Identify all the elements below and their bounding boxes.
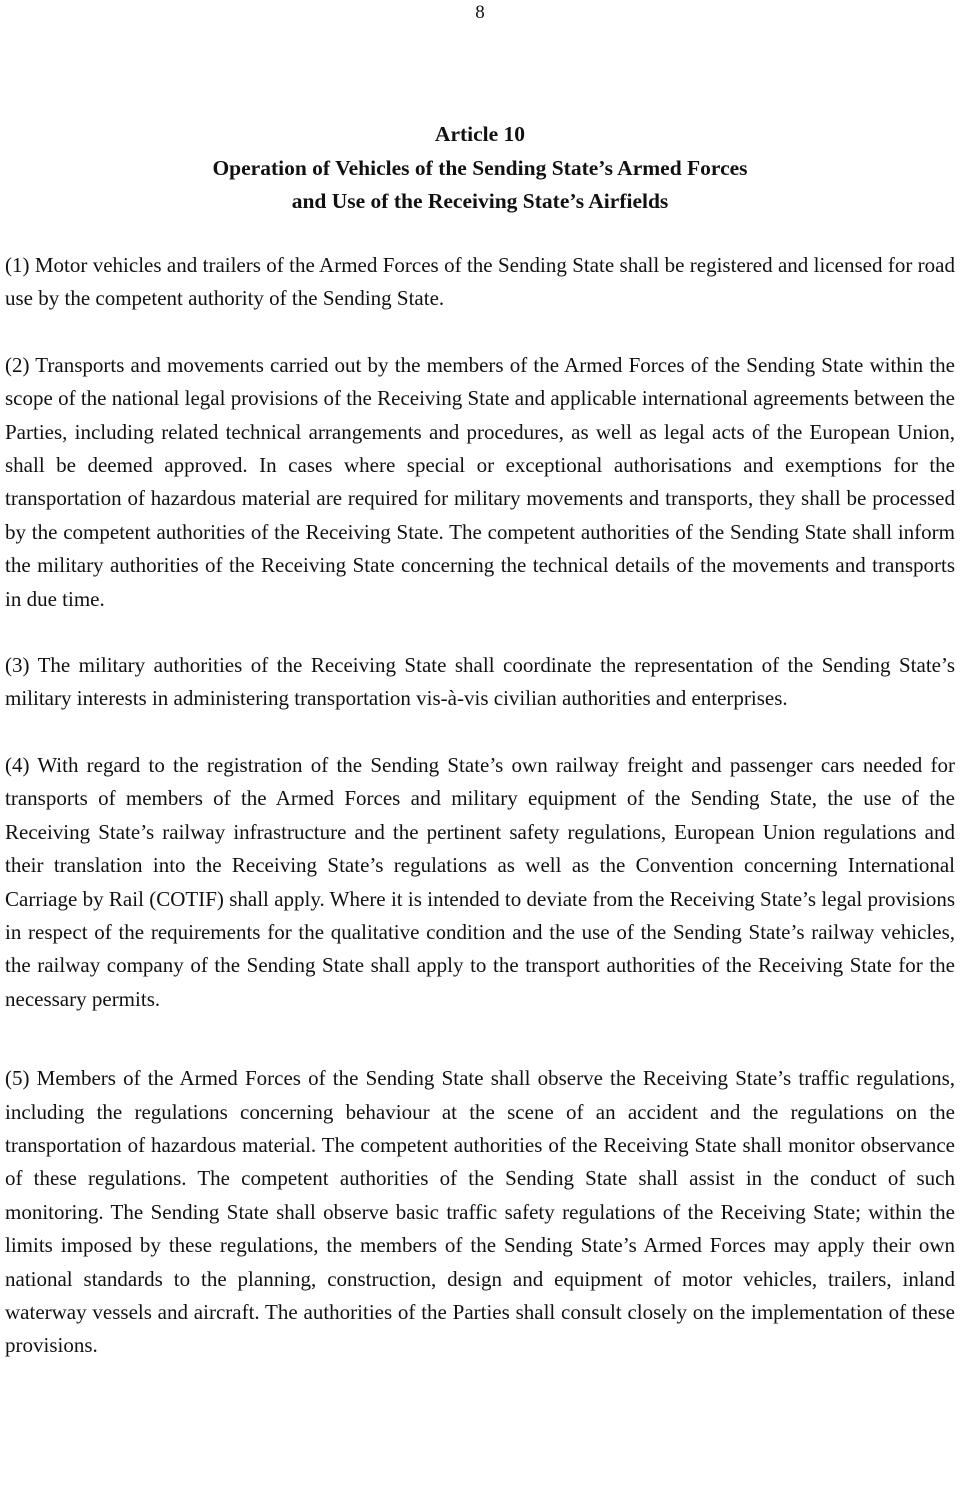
paragraph-2: (2) Transports and movements carried out by the members of the Armed Forces of the Sending State within the scope of the national legal provisions of the Receiving State and applicable international agreements between the Parties, including related technical arrangements and procedures, as well as legal acts of the European Union, shall be deemed approved. In cases where special or exceptional authorisations and exemptions for the transportation of hazardous material are required for military movements and transports, they shall be processed by the competent authorities of the Receiving State. The competent authorities of the Sending State shall inform the military authorities of the Receiving State concerning the technical details of the movements and transports in due time. xyxy=(5,352,955,611)
paragraph-4: (4) With regard to the registration of the Sending State’s own railway freight and passenger cars needed for transports of members of the Armed Forces and military equipment of the Sending State, the use of the Receiving State’s railway infrastructure and the pertinent safety regulations, European Union regulations and their translation into the Receiving State’s regulations as well as the Convention concerning International Carriage by Rail (COTIF) shall apply. Where it is intended to deviate from the Receiving State’s legal provisions in respect of the requirements for the qualitative condition and the use of the Sending State’s railway vehicles, the railway company of the Sending State shall apply to the transport authorities of the Receiving State for the necessary permits. xyxy=(5,752,955,1011)
article-title-line-1: Operation of Vehicles of the Sending State’s Armed Forces xyxy=(212,155,748,180)
paragraph-3: (3) The military authorities of the Receiving State shall coordinate the representation of the Sending State’s military interests in administering transportation vis-à-vis civilian authorities and enterprises. xyxy=(5,653,955,711)
article-title-line-2: and Use of the Receiving State’s Airfields xyxy=(291,189,669,213)
article-heading xyxy=(0,118,960,219)
page-number: 8 xyxy=(475,2,485,23)
paragraph-5: (5) Members of the Armed Forces of the Sending State shall observe the Receiving State’s traffic regulations, including the regulations concerning behaviour at the scene of an accident and the regulations on the transportation of hazardous material. The competent authorities of the Receiving State shall monitor observance of these regulations. The competent authorities of the Sending State shall assist in the conduct of such monitoring. The Sending State shall observe basic traffic safety regulations of the Receiving State; within the limits imposed by these regulations, the members of the Sending State’s Armed Forces may apply their own national standards to the planning, construction, design and equipment of motor vehicles, trailers, inland waterway vessels and aircraft. The authorities of the Parties shall consult closely on the implementation of these provisions. xyxy=(5,1066,955,1358)
article-body xyxy=(5,249,955,1363)
paragraph-1: (1) Motor vehicles and trailers of the Armed Forces of the Sending State shall be registered and licensed for road use by the competent authority of the Sending State. xyxy=(5,253,955,311)
article-number: Article 10 xyxy=(434,122,526,146)
